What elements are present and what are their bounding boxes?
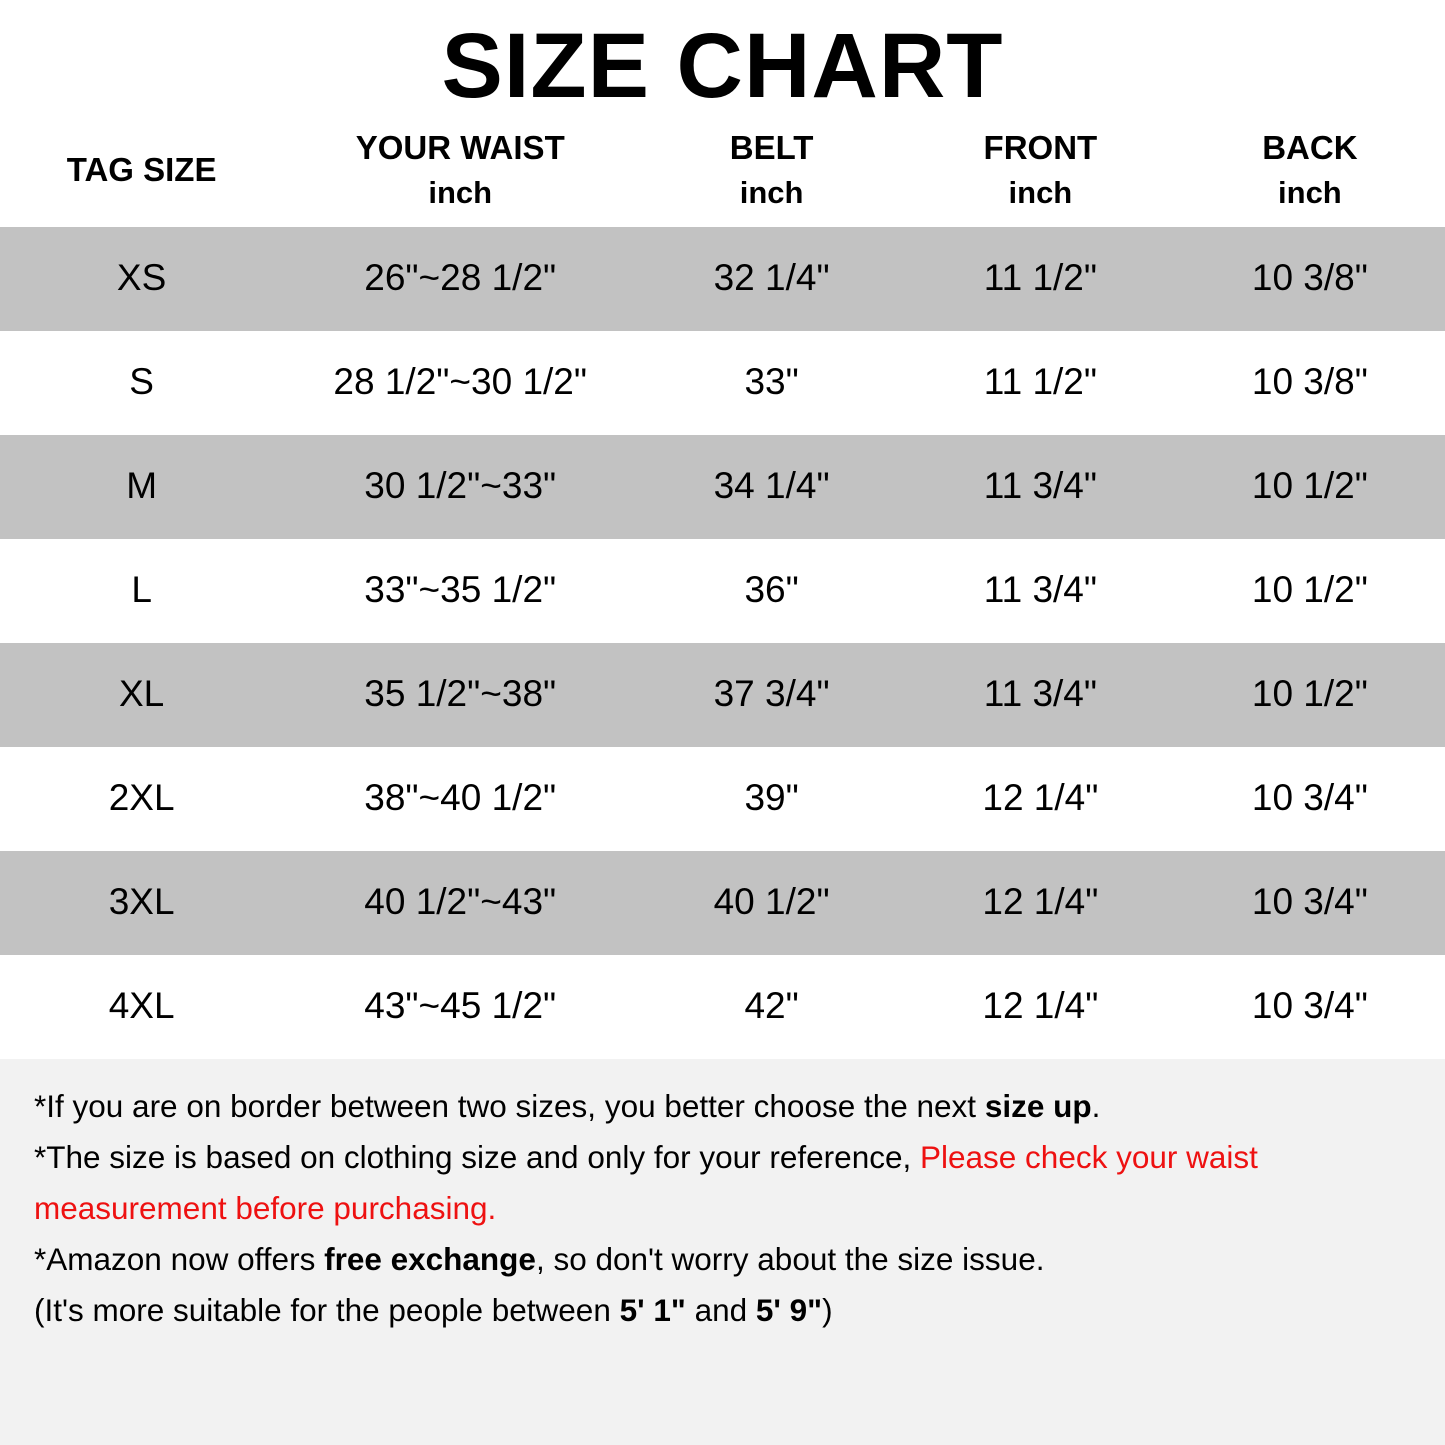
note-text: (It's more suitable for the people between bbox=[34, 1291, 620, 1328]
note-free-exchange bbox=[34, 1234, 1411, 1285]
cell-your-waist: 35 1/2"~38" bbox=[283, 643, 637, 747]
cell-belt: 32 1/4" bbox=[637, 227, 906, 331]
table-row bbox=[0, 747, 1445, 851]
column-header-unit: inch bbox=[739, 174, 804, 210]
cell-tag-size: L bbox=[0, 539, 283, 643]
cell-your-waist: 43"~45 1/2" bbox=[283, 955, 637, 1059]
page-title: SIZE CHART bbox=[441, 15, 1004, 117]
note-height-range bbox=[34, 1285, 1411, 1336]
table-row bbox=[0, 331, 1445, 435]
table-row bbox=[0, 643, 1445, 747]
column-header-belt bbox=[637, 121, 906, 227]
table-header bbox=[0, 121, 1445, 227]
cell-front: 11 1/2" bbox=[906, 227, 1175, 331]
cell-your-waist: 40 1/2"~43" bbox=[283, 851, 637, 955]
cell-front: 12 1/4" bbox=[906, 747, 1175, 851]
cell-your-waist: 33"~35 1/2" bbox=[283, 539, 637, 643]
cell-your-waist: 30 1/2"~33" bbox=[283, 435, 637, 539]
cell-back: 10 3/4" bbox=[1175, 851, 1445, 955]
cell-tag-size: S bbox=[0, 331, 283, 435]
column-header-your-waist bbox=[283, 121, 637, 227]
note-emphasis: size up bbox=[984, 1087, 1092, 1124]
cell-belt: 33" bbox=[637, 331, 906, 435]
table-row bbox=[0, 435, 1445, 539]
column-header-label: BACK bbox=[1262, 128, 1358, 166]
cell-your-waist: 26"~28 1/2" bbox=[283, 227, 637, 331]
note-reference bbox=[34, 1132, 1411, 1234]
cell-belt: 39" bbox=[637, 747, 906, 851]
cell-your-waist: 28 1/2"~30 1/2" bbox=[283, 331, 637, 435]
header-row bbox=[0, 121, 1445, 227]
cell-back: 10 3/8" bbox=[1175, 227, 1445, 331]
notes-section bbox=[0, 1059, 1445, 1445]
table-row bbox=[0, 851, 1445, 955]
size-chart-table bbox=[0, 121, 1445, 1059]
column-header-back bbox=[1175, 121, 1445, 227]
cell-belt: 42" bbox=[637, 955, 906, 1059]
cell-front: 12 1/4" bbox=[906, 851, 1175, 955]
note-warning: Please check your waist measurement before purchasing. bbox=[34, 1138, 1258, 1226]
note-text: *If you are on border between two sizes, you better choose the next bbox=[34, 1087, 985, 1124]
cell-tag-size: XL bbox=[0, 643, 283, 747]
cell-belt: 34 1/4" bbox=[637, 435, 906, 539]
column-header-label: FRONT bbox=[983, 128, 1098, 166]
cell-belt: 40 1/2" bbox=[637, 851, 906, 955]
column-header-unit: inch bbox=[1278, 174, 1342, 210]
note-emphasis: free exchange bbox=[324, 1240, 536, 1277]
cell-belt: 36" bbox=[637, 539, 906, 643]
note-size-up bbox=[34, 1081, 1411, 1132]
cell-your-waist: 38"~40 1/2" bbox=[283, 747, 637, 851]
cell-tag-size: 4XL bbox=[0, 955, 283, 1059]
note-text-mid: and bbox=[685, 1291, 756, 1328]
column-header-unit: inch bbox=[428, 174, 493, 210]
cell-tag-size: XS bbox=[0, 227, 283, 331]
table-row bbox=[0, 227, 1445, 331]
note-text-end: , so don't worry about the size issue. bbox=[535, 1240, 1045, 1277]
table-row bbox=[0, 539, 1445, 643]
note-text-end: ) bbox=[822, 1291, 833, 1328]
column-header-label: TAG SIZE bbox=[66, 150, 217, 188]
table-body bbox=[0, 227, 1445, 1059]
cell-back: 10 1/2" bbox=[1175, 539, 1445, 643]
cell-back: 10 3/4" bbox=[1175, 747, 1445, 851]
note-text: *The size is based on clothing size and only for your reference, bbox=[34, 1138, 920, 1175]
cell-tag-size: 3XL bbox=[0, 851, 283, 955]
cell-back: 10 1/2" bbox=[1175, 643, 1445, 747]
column-header-front bbox=[906, 121, 1175, 227]
cell-front: 11 3/4" bbox=[906, 643, 1175, 747]
table-row bbox=[0, 955, 1445, 1059]
cell-back: 10 1/2" bbox=[1175, 435, 1445, 539]
note-text: *Amazon now offers bbox=[34, 1240, 325, 1277]
note-text-end: . bbox=[1091, 1087, 1101, 1124]
column-header-unit: inch bbox=[1008, 174, 1073, 210]
cell-front: 11 3/4" bbox=[906, 435, 1175, 539]
note-height-max: 5' 9" bbox=[755, 1291, 823, 1328]
cell-back: 10 3/8" bbox=[1175, 331, 1445, 435]
cell-tag-size: M bbox=[0, 435, 283, 539]
cell-front: 11 1/2" bbox=[906, 331, 1175, 435]
column-header-label: BELT bbox=[729, 128, 814, 166]
column-header-tag-size bbox=[0, 121, 283, 227]
cell-front: 11 3/4" bbox=[906, 539, 1175, 643]
cell-front: 12 1/4" bbox=[906, 955, 1175, 1059]
cell-belt: 37 3/4" bbox=[637, 643, 906, 747]
cell-tag-size: 2XL bbox=[0, 747, 283, 851]
column-header-label: YOUR WAIST bbox=[355, 128, 565, 166]
note-height-min: 5' 1" bbox=[619, 1291, 686, 1328]
cell-back: 10 3/4" bbox=[1175, 955, 1445, 1059]
